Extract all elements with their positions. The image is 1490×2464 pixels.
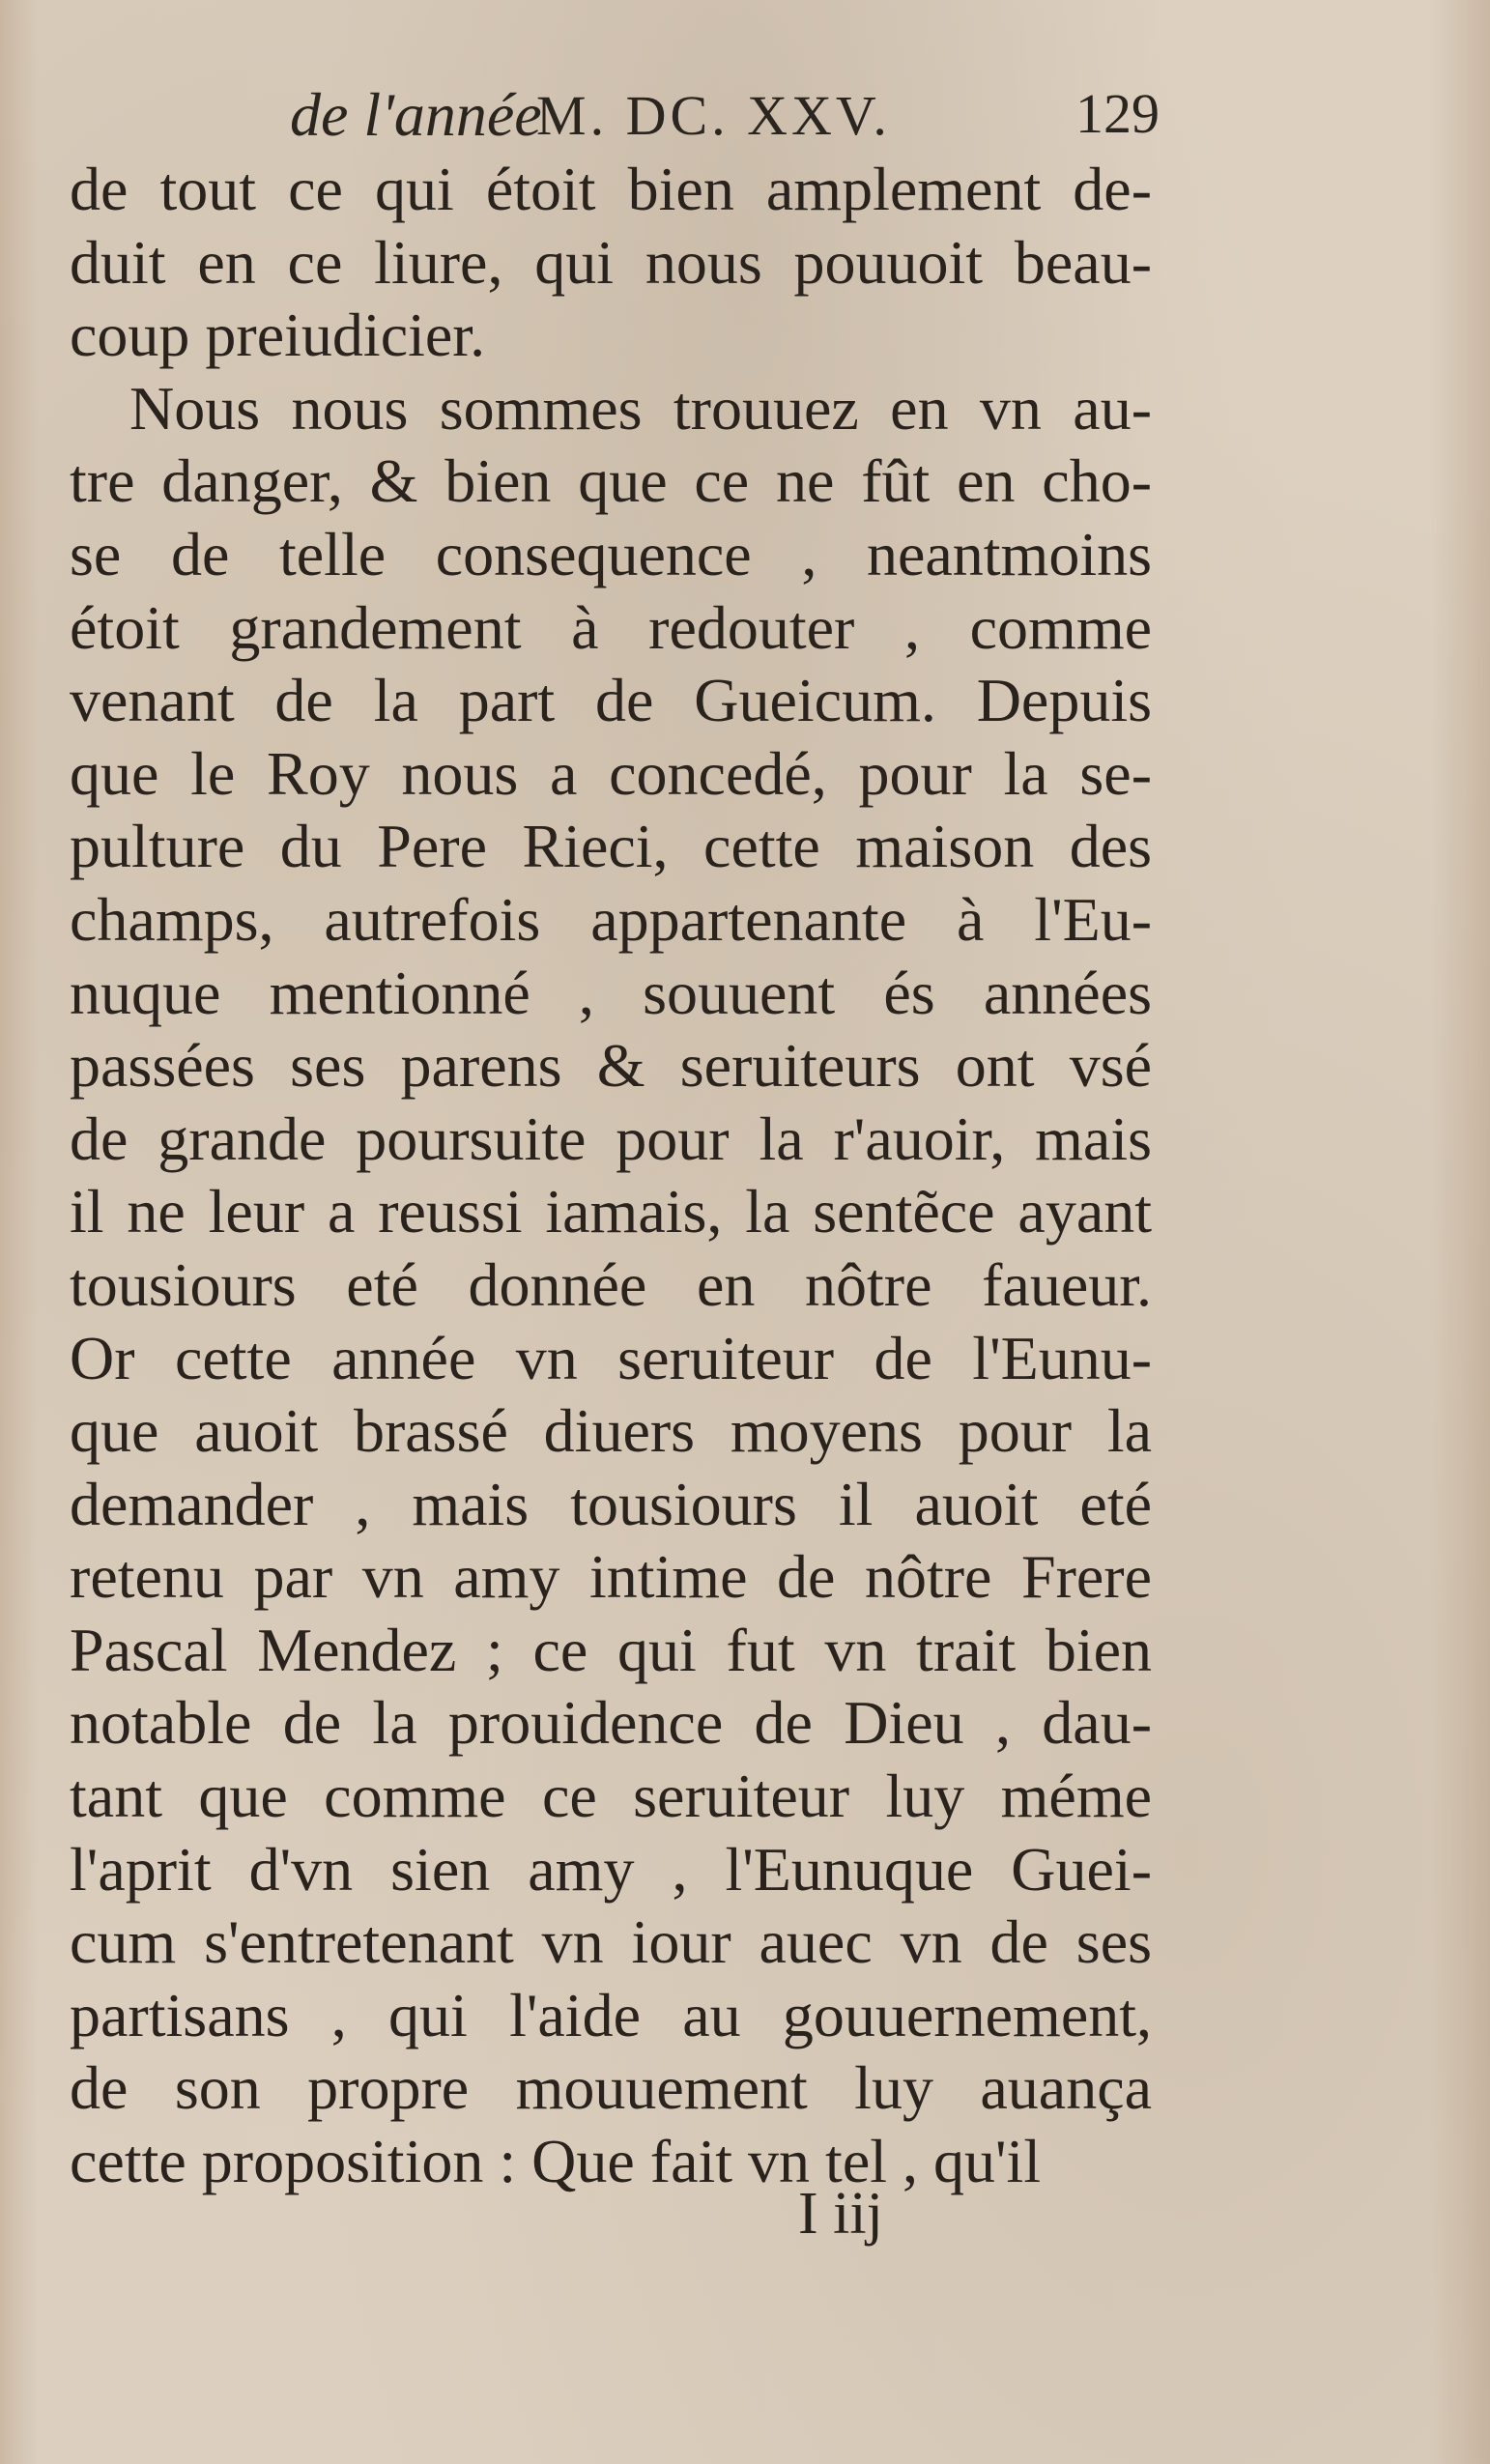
body-text (70, 153, 1152, 2198)
running-head (290, 79, 1160, 157)
text-line: de grande poursuite pour la r'auoir, mais (70, 1103, 1152, 1173)
text-line: notable de la prouidence de Dieu , dau- (70, 1688, 1152, 1758)
text-line: de tout ce qui étoit bien amplement de- (70, 155, 1152, 223)
text-line: nuque mentionné , souuent és années (70, 958, 1152, 1027)
text-line: champs, autrefois appartenante à l'Eu- (70, 884, 1152, 954)
text-line: duit en ce liure, qui nous pouuoit beau- (70, 227, 1152, 297)
running-head-year: M. DC. XXV. (536, 84, 891, 147)
text-line: tousiours eté donnée en nôtre faueur. (70, 1249, 1152, 1319)
text-line: demander , mais tousiours il auoit eté (70, 1469, 1152, 1538)
text-line: coup preiudicier. (70, 301, 486, 370)
text-line: il ne leur a reussi iamais, la sentẽce ayant (70, 1177, 1152, 1246)
text-line: que auoit brassé diuers moyens pour la (70, 1396, 1152, 1466)
text-line: retenu par vn amy intime de nôtre Frere (70, 1542, 1152, 1612)
text-line: l'aprit d'vn sien amy , l'Eunuque Guei- (70, 1834, 1152, 1904)
text-line: partisans , qui l'aide au gouuernement, (70, 1980, 1152, 2049)
text-line: de son propre mouuement luy auança (70, 2053, 1152, 2123)
text-line: se de telle consequence , neantmoins (70, 519, 1152, 588)
text-line: tant que comme ce seruiteur luy méme (70, 1762, 1152, 1831)
text-line: cette proposition : Que fait vn tel , qu'il (70, 2127, 1042, 2196)
text-line: cum s'entretenant vn iour auec vn de ses (70, 1907, 1152, 1977)
text-line: passées ses parens & seruiteurs ont vsé (70, 1031, 1152, 1101)
running-head-title: de l'année (290, 80, 542, 149)
text-line: tre danger, & bien que ce ne fût en cho- (70, 446, 1152, 516)
signature-mark: I iij (798, 2181, 883, 2247)
text-line: Nous nous sommes trouuez en vn au- (129, 373, 1152, 443)
text-line: venant de la part de Gueicum. Depuis (70, 666, 1152, 735)
text-line: Or cette année vn seruiteur de l'Eunu- (70, 1323, 1152, 1392)
text-line: étoit grandement à redouter , comme (70, 592, 1152, 662)
page-number: 129 (1075, 82, 1160, 145)
text-line: pulture du Pere Rieci, cette maison des (70, 812, 1152, 881)
text-line: que le Roy nous a concedé, pour la se- (70, 738, 1152, 808)
text-line: Pascal Mendez ; ce qui fut vn trait bien (70, 1615, 1152, 1684)
